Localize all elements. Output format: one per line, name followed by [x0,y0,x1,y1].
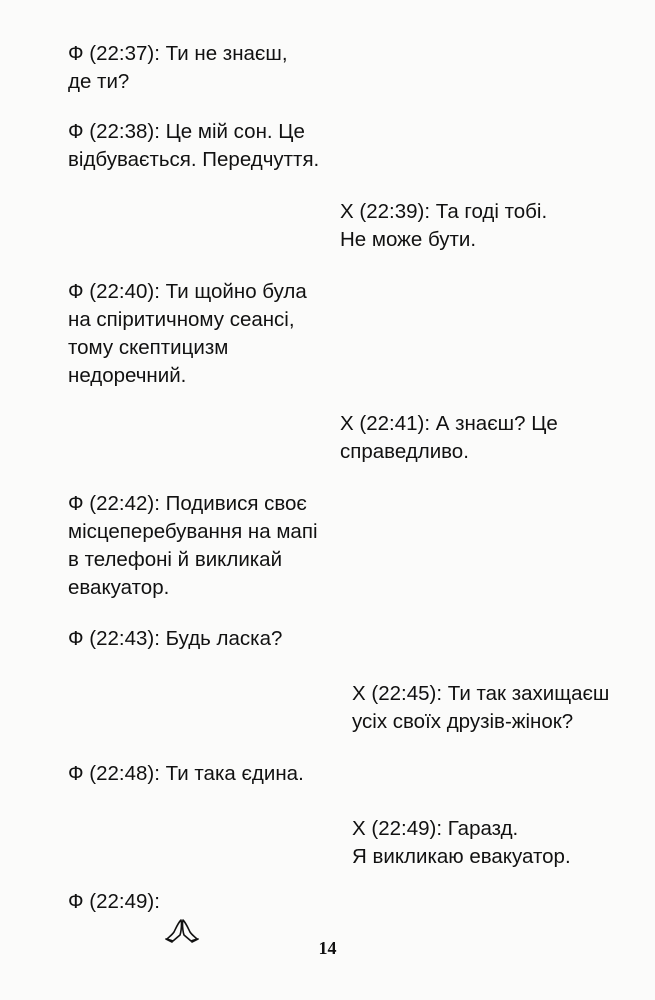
message-f-2249 [68,888,200,916]
message-x-2241: Х (22:41): А знаєш? Це справедливо. [340,412,558,463]
page-number: 14 [318,938,337,958]
message-f-2242: Ф (22:42): Подивися своє місцеперебування на мапі в телефоні й викликай евакуатор. [68,492,318,599]
message-f-2240: Ф (22:40): Ти щойно була на спіритичному сеансі, тому скептицизм недоречний. [68,280,307,387]
message-f-2248: Ф (22:48): Ти така єдина. [68,762,304,785]
message-x-2245: Х (22:45): Ти так захищаєш усіх своїх друзів-жінок? [352,682,610,733]
message-x-2239: Х (22:39): Та годі тобі. Не може бути. [340,200,548,251]
message-f-2243: Ф (22:43): Будь ласка? [68,627,283,650]
folded-hands-icon [164,889,200,915]
message-x-2249: Х (22:49): Гаразд. Я викликаю евакуатор. [352,817,571,868]
message-f-2238: Ф (22:38): Це мій сон. Це відбувається. Передчуття. [68,120,320,171]
message-f-2249-label: Ф (22:49): [68,890,160,913]
message-f-2237: Ф (22:37): Ти не знаєш, де ти? [68,42,288,93]
